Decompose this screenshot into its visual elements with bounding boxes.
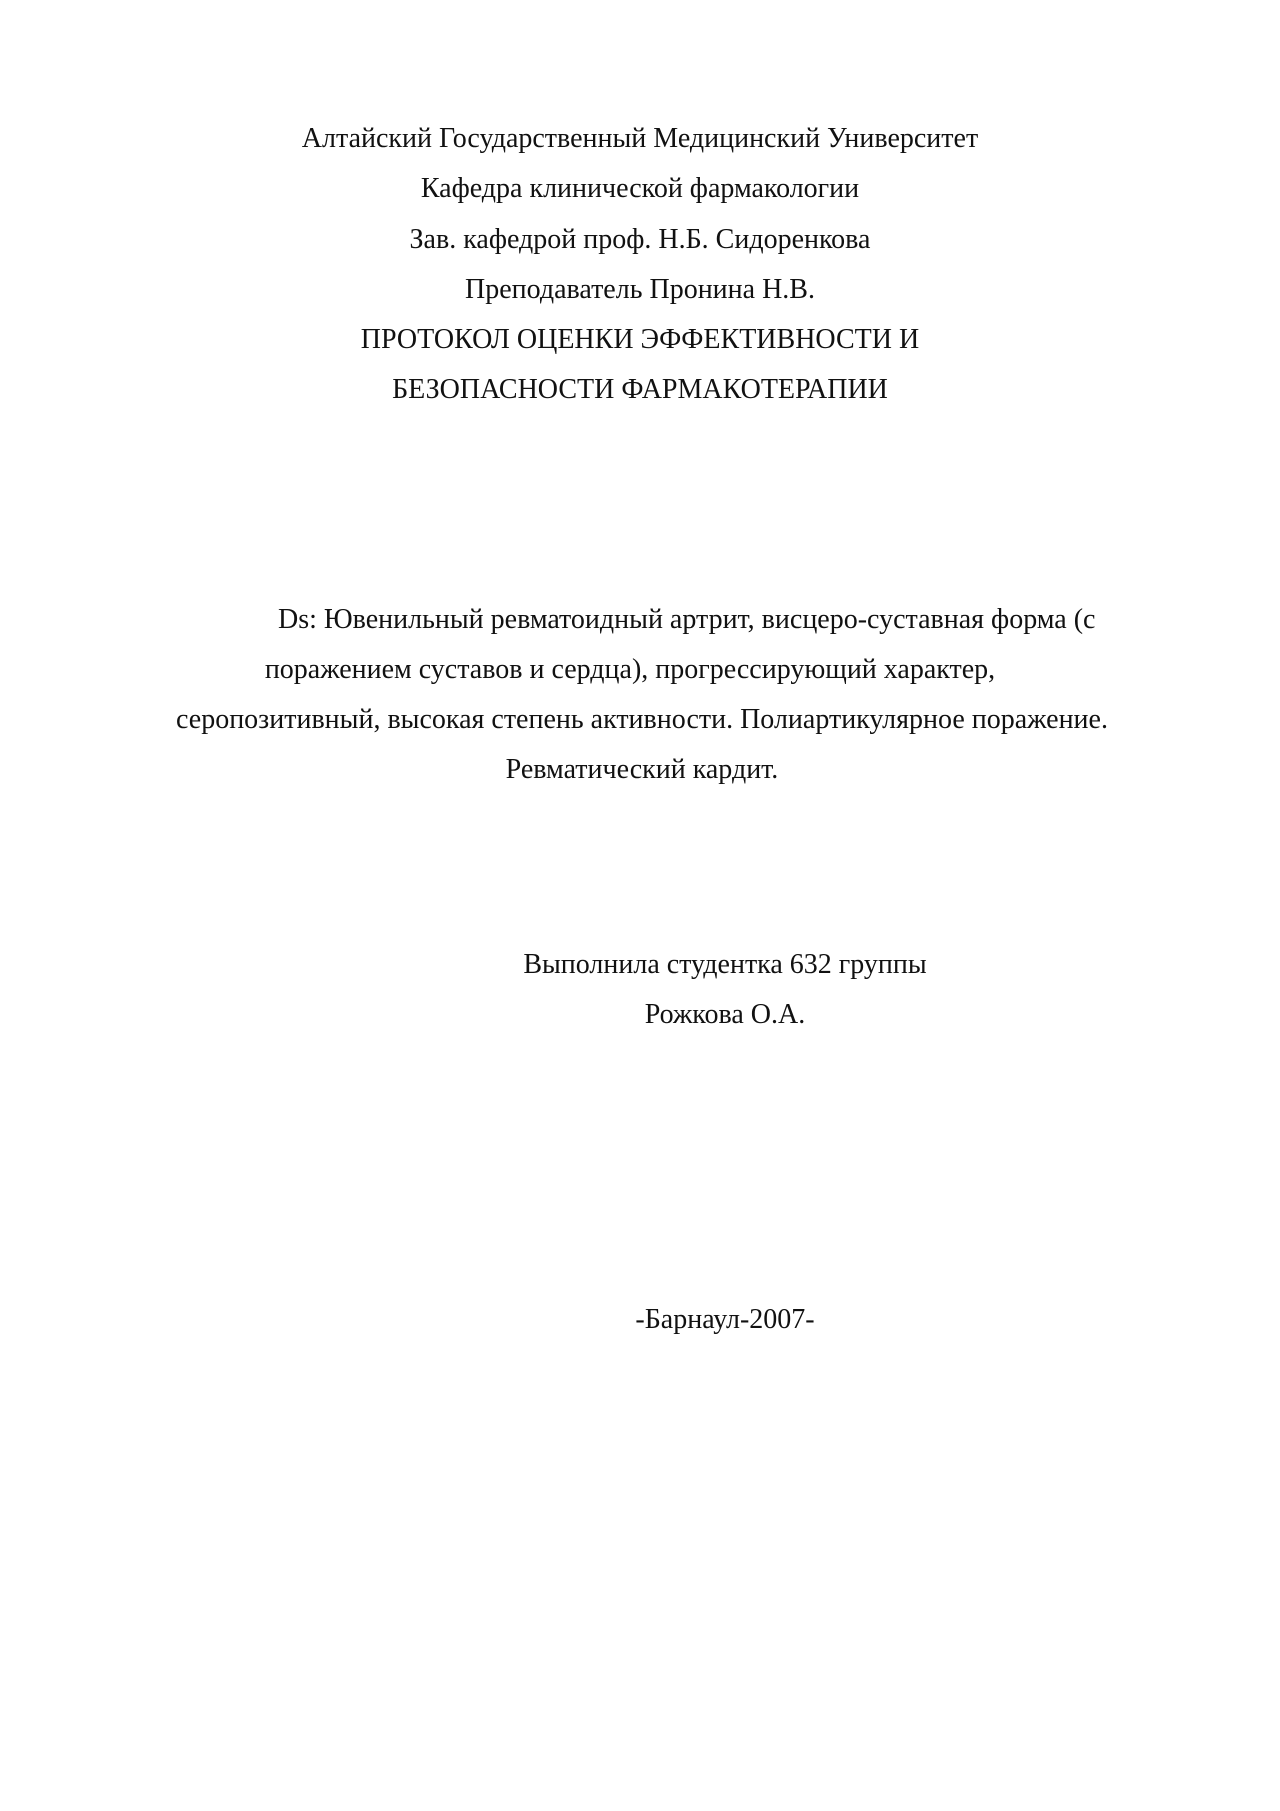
student-info: Выполнила студентка 632 группы xyxy=(523,949,927,980)
student-name: Рожкова О.А. xyxy=(644,999,806,1030)
department-name: Кафедра клинической фармакологии xyxy=(420,173,860,204)
diagnosis-line-2: поражением суставов и сердца), прогрессирующий характер, xyxy=(264,654,996,685)
document-title-line-1: ПРОТОКОЛ ОЦЕНКИ ЭФФЕКТИВНОСТИ И xyxy=(360,324,920,355)
department-head: Зав. кафедрой проф. Н.Б. Сидоренкова xyxy=(409,224,871,255)
teacher-name: Преподаватель Пронина Н.В. xyxy=(465,274,815,305)
document-title-line-2: БЕЗОПАСНОСТИ ФАРМАКОТЕРАПИИ xyxy=(392,374,888,405)
university-name: Алтайский Государственный Медицинский Университет xyxy=(301,123,979,154)
diagnosis-line-4: Ревматический кардит. xyxy=(505,754,779,785)
city-year: -Барнаул-2007- xyxy=(635,1304,815,1335)
diagnosis-line-1: Ds: Ювенильный ревматоидный артрит, висцеро-суставная форма (с xyxy=(278,604,1096,635)
diagnosis-line-3: серопозитивный, высокая степень активности. Полиартикулярное поражение. xyxy=(176,704,1108,735)
